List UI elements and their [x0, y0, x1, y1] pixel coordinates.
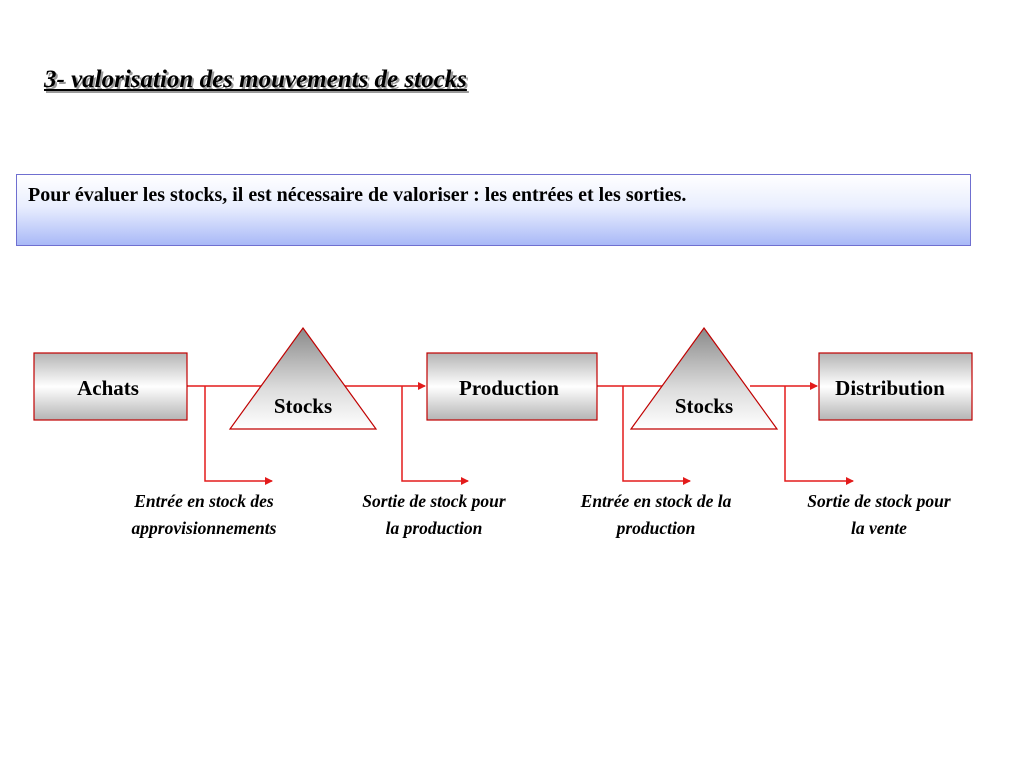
stocks-label-1: Stocks: [273, 394, 333, 418]
caption-sortie-vente: [776, 488, 982, 542]
caption-sortie-production: [331, 488, 537, 542]
caption-2-line-2: la production: [385, 518, 483, 538]
caption-1-line-1: Entrée en stock des: [134, 491, 274, 511]
caption-entree-approvisionnements: [99, 488, 309, 542]
caption-4-line-1: Sortie de stock pour: [807, 491, 951, 511]
slide-title: 3- valorisation des mouvements de stocks: [44, 66, 467, 93]
intro-text: Pour évaluer les stocks, il est nécessaire de valoriser : les entrées et les sorties.: [28, 184, 687, 206]
production-label: Production: [459, 376, 559, 400]
caption-3-line-2: production: [616, 518, 696, 538]
stocks-label-2: Stocks: [674, 394, 734, 418]
distribution-label: Distribution: [835, 376, 945, 400]
caption-4-line-2: la vente: [851, 518, 907, 538]
caption-3-line-1: Entrée en stock de la: [580, 491, 732, 511]
achats-label: Achats: [77, 376, 139, 400]
caption-2-line-1: Sortie de stock pour: [362, 491, 506, 511]
caption-1-line-2: approvisionnements: [131, 518, 277, 538]
caption-entree-production: [549, 488, 763, 542]
